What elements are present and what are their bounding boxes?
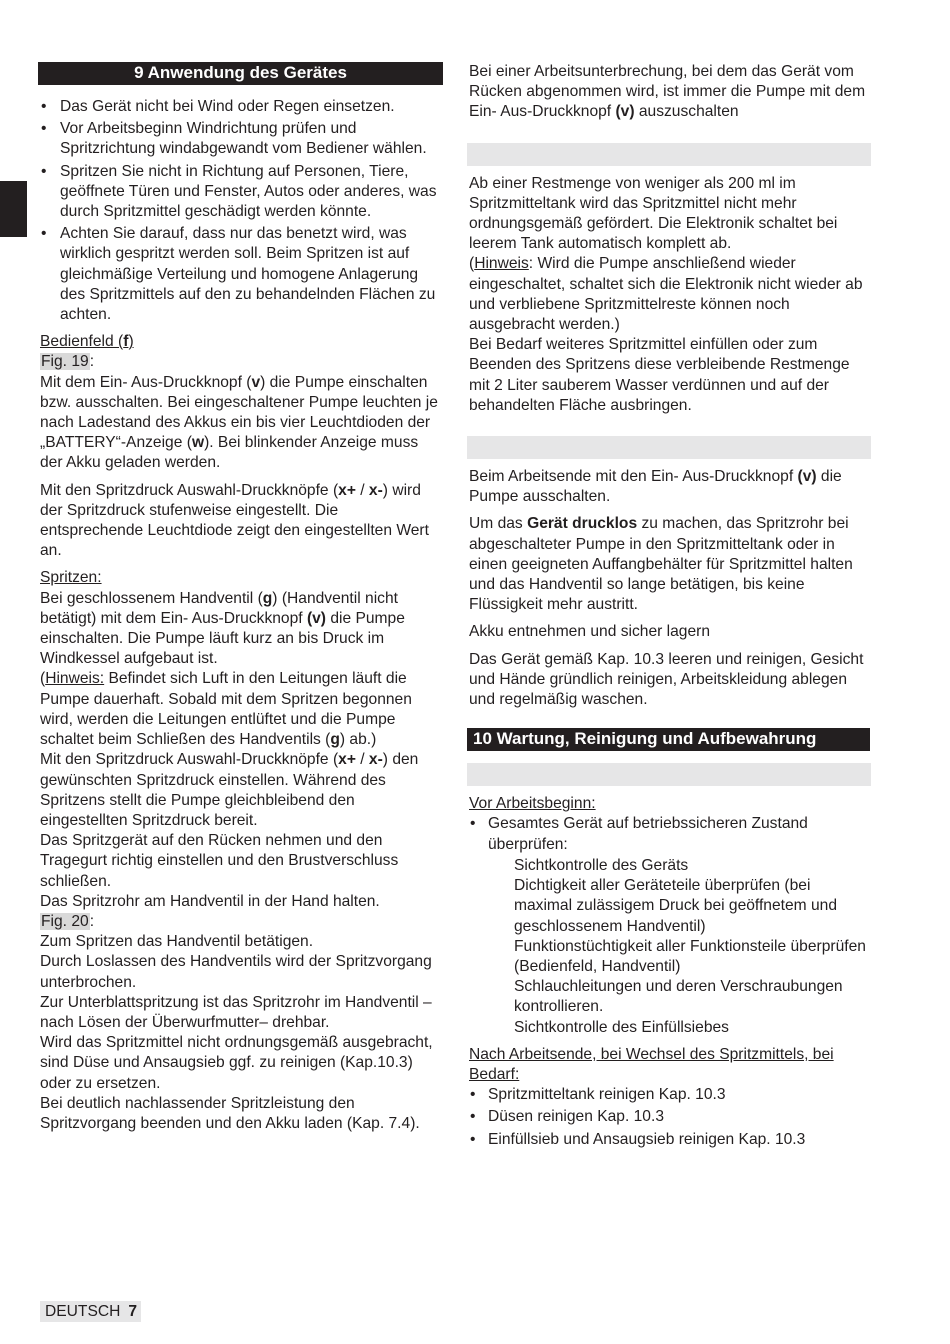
cleaning-bullet-list xyxy=(469,1085,871,1150)
paragraph: Ab einer Restmenge von weniger als 200 ml im Spritzmitteltank wird das Spritzmittel nicht mehr ordnungsgemäß gefördert. Die Elektronik schaltet bei leerem Tank automatisch komplett ab. xyxy=(469,174,838,253)
check-item: Funktionstüchtigkeit aller Funktionsteile überprüfen (Bedienfeld, Handventil) xyxy=(514,937,866,975)
paragraph: Bei geschlossenem Handventil (g) (Handventil nicht betätigt) mit dem Ein- Aus-Druckknopf (v) die Pumpe einschalten. Die Pumpe läuft kurz an bis Druck im Windkessel aufgebaut ist. xyxy=(40,589,405,668)
check-item: Schlauchleitungen und deren Verschraubungen kontrollieren. xyxy=(514,978,843,1016)
list-item: • Achten Sie darauf, dass nur das benetzt wird, was wirklich gespritzt werden soll. Beim Spritzen ist auf gleichmäßige Verteilung und homogene Anlagerung des Spritzmittels auf den zu behandelnden Flächen zu achten. xyxy=(40,224,443,325)
check-bullet-list xyxy=(469,814,871,854)
list-item: • Vor Arbeitsbeginn Windrichtung prüfen und Spritzrichtung windabgewandt vom Bediener wählen. xyxy=(40,119,443,159)
paragraph: Mit dem Ein- Aus-Druckknopf (v) die Pumpe einschalten bzw. ausschalten. Bei eingeschaltener Pumpe leuchten je nach Ladestand des Akkus ein bis vier Leuchtdioden der „BATTERY“-Anzeige (w). Bei blinkender Anzeige muss der Akku geladen werden. xyxy=(40,373,438,472)
bedienfeld-label: Bedienfeld (f) xyxy=(40,333,134,351)
section-heading-10: 10 Wartung, Reinigung und Aufbewahrung xyxy=(467,728,870,751)
paragraph: Zur Unterblattspritzung ist das Spritzrohr im Handventil – nach Lösen der Überwurfmutter– drehbar. xyxy=(40,993,432,1031)
paragraph: Um das Gerät drucklos zu machen, das Spritzrohr bei abgeschalteter Pumpe in den Spritzmitteltank oder in einen geeigneten Auffangbehälter für Spritzmittel halten und das Handventil so lange betätigen, bis keine Flüssigkeit mehr austritt. xyxy=(469,515,853,614)
footer-language: DEUTSCH xyxy=(45,1303,121,1320)
fig-19-ref: Fig. 19: xyxy=(41,353,95,371)
chapter-edge-tab xyxy=(0,181,27,237)
paragraph: Das Spritzrohr am Handventil in der Hand halten. xyxy=(40,892,380,910)
list-item: • Einfüllsieb und Ansaugsieb reinigen Kap. 10.3 xyxy=(469,1130,871,1150)
page-footer xyxy=(40,1301,141,1322)
hinweis-paragraph: (Hinweis: Befindet sich Luft in den Leitungen läuft die Pumpe dauerhaft. Sobald mit dem Spritzen begonnen wird, werden die Leitungen entlüftet und die Pumpe schaltet beim Schließen des Handventils (g) ab.) xyxy=(40,670,412,749)
fig-20-ref: Fig. 20: xyxy=(41,912,95,930)
spritzen-label: Spritzen: xyxy=(40,569,102,587)
section-heading-9: 9 Anwendung des Gerätes xyxy=(38,62,443,85)
paragraph: Bei einer Arbeitsunterbrechung, bei dem das Gerät vom Rücken abgenommen wird, ist immer die Pumpe mit dem Ein- Aus-Druckknopf (v) auszuschalten xyxy=(469,63,866,121)
hinweis-paragraph: (Hinweis: Wird die Pumpe anschließend wieder eingeschaltet, schaltet sich die Elektronik nicht wieder ab und verbliebene Spritzmittelreste können noch ausgebracht werden.) xyxy=(469,255,863,334)
paragraph: Mit den Spritzdruck Auswahl-Druckknöpfe (x+ / x-) wird der Spritzdruck stufenweise eingestellt. Die entsprechende Leuchtdiode zeigt den eingestellten Wert an. xyxy=(40,481,429,560)
paragraph: Mit den Spritzdruck Auswahl-Druckknöpfe (x+ / x-) den gewünschten Spritzdruck einstellen. Während des Spritzens stellt die Pumpe gleichbleibend den eingestellten Spritzdruck bereit. xyxy=(40,751,419,829)
paragraph: Bei deutlich nachlassender Spritzleistung den Spritzvorgang beenden und den Akku laden (Kap. 7.4). xyxy=(40,1094,420,1132)
list-item: • Gesamtes Gerät auf betriebssicheren Zustand überprüfen: xyxy=(469,814,871,854)
list-item: • Düsen reinigen Kap. 10.3 xyxy=(469,1107,871,1127)
subheading-bar xyxy=(467,763,871,786)
paragraph: Bei Bedarf weiteres Spritzmittel einfüllen oder zum Beenden des Spritzens diese verbleibende Restmenge mit 2 Liter sauberem Wasser verdünnen und auf der behandelten Fläche ausbringen. xyxy=(469,336,850,414)
paragraph: Durch Loslassen des Handventils wird der Spritzvorgang unterbrochen. xyxy=(40,953,432,991)
right-column xyxy=(469,62,871,1152)
list-item: • Spritzmitteltank reinigen Kap. 10.3 xyxy=(469,1085,871,1105)
paragraph: Zum Spritzen das Handventil betätigen. xyxy=(40,933,314,951)
nach-arbeitsende-label: Nach Arbeitsende, bei Wechsel des Spritzmittels, bei Bedarf: xyxy=(469,1045,834,1083)
paragraph: Das Spritzgerät auf den Rücken nehmen und den Tragegurt richtig einstellen und den Brustverschluss schließen. xyxy=(40,832,399,890)
left-column xyxy=(40,62,443,1134)
subheading-bar xyxy=(467,436,871,459)
vor-arbeitsbeginn-label: Vor Arbeitsbeginn: xyxy=(469,795,596,813)
list-item: • Spritzen Sie nicht in Richtung auf Personen, Tiere, geöffnete Türen und Fenster, Autos oder anderes, was durch Spritzmittel geschädigt werden könnte. xyxy=(40,162,443,223)
check-item: Sichtkontrolle des Einfüllsiebes xyxy=(514,1018,729,1036)
page-number: 7 xyxy=(128,1303,138,1320)
subheading-bar xyxy=(467,143,871,166)
paragraph: Das Gerät gemäß Kap. 10.3 leeren und reinigen, Gesicht und Hände gründlich reinigen, Arbeitskleidung ablegen und regelmäßig waschen. xyxy=(469,650,864,709)
paragraph: Beim Arbeitsende mit den Ein- Aus-Druckknopf (v) die Pumpe ausschalten. xyxy=(469,468,842,506)
paragraph: Wird das Spritzmittel nicht ordnungsgemäß ausgebracht, sind Düse und Ansaugsieb ggf. zu reinigen (Kap.10.3) oder zu ersetzen. xyxy=(40,1034,433,1092)
paragraph: Akku entnehmen und sicher lagern xyxy=(469,623,710,641)
safety-bullet-list xyxy=(40,97,443,325)
check-item: Sichtkontrolle des Geräts xyxy=(514,856,689,874)
check-item: Dichtigkeit aller Geräteteile überprüfen (bei maximal zulässigem Druck bei geöffnetem und geschlossenem Handventil) xyxy=(514,877,837,935)
list-item: • Das Gerät nicht bei Wind oder Regen einsetzen. xyxy=(40,97,443,117)
